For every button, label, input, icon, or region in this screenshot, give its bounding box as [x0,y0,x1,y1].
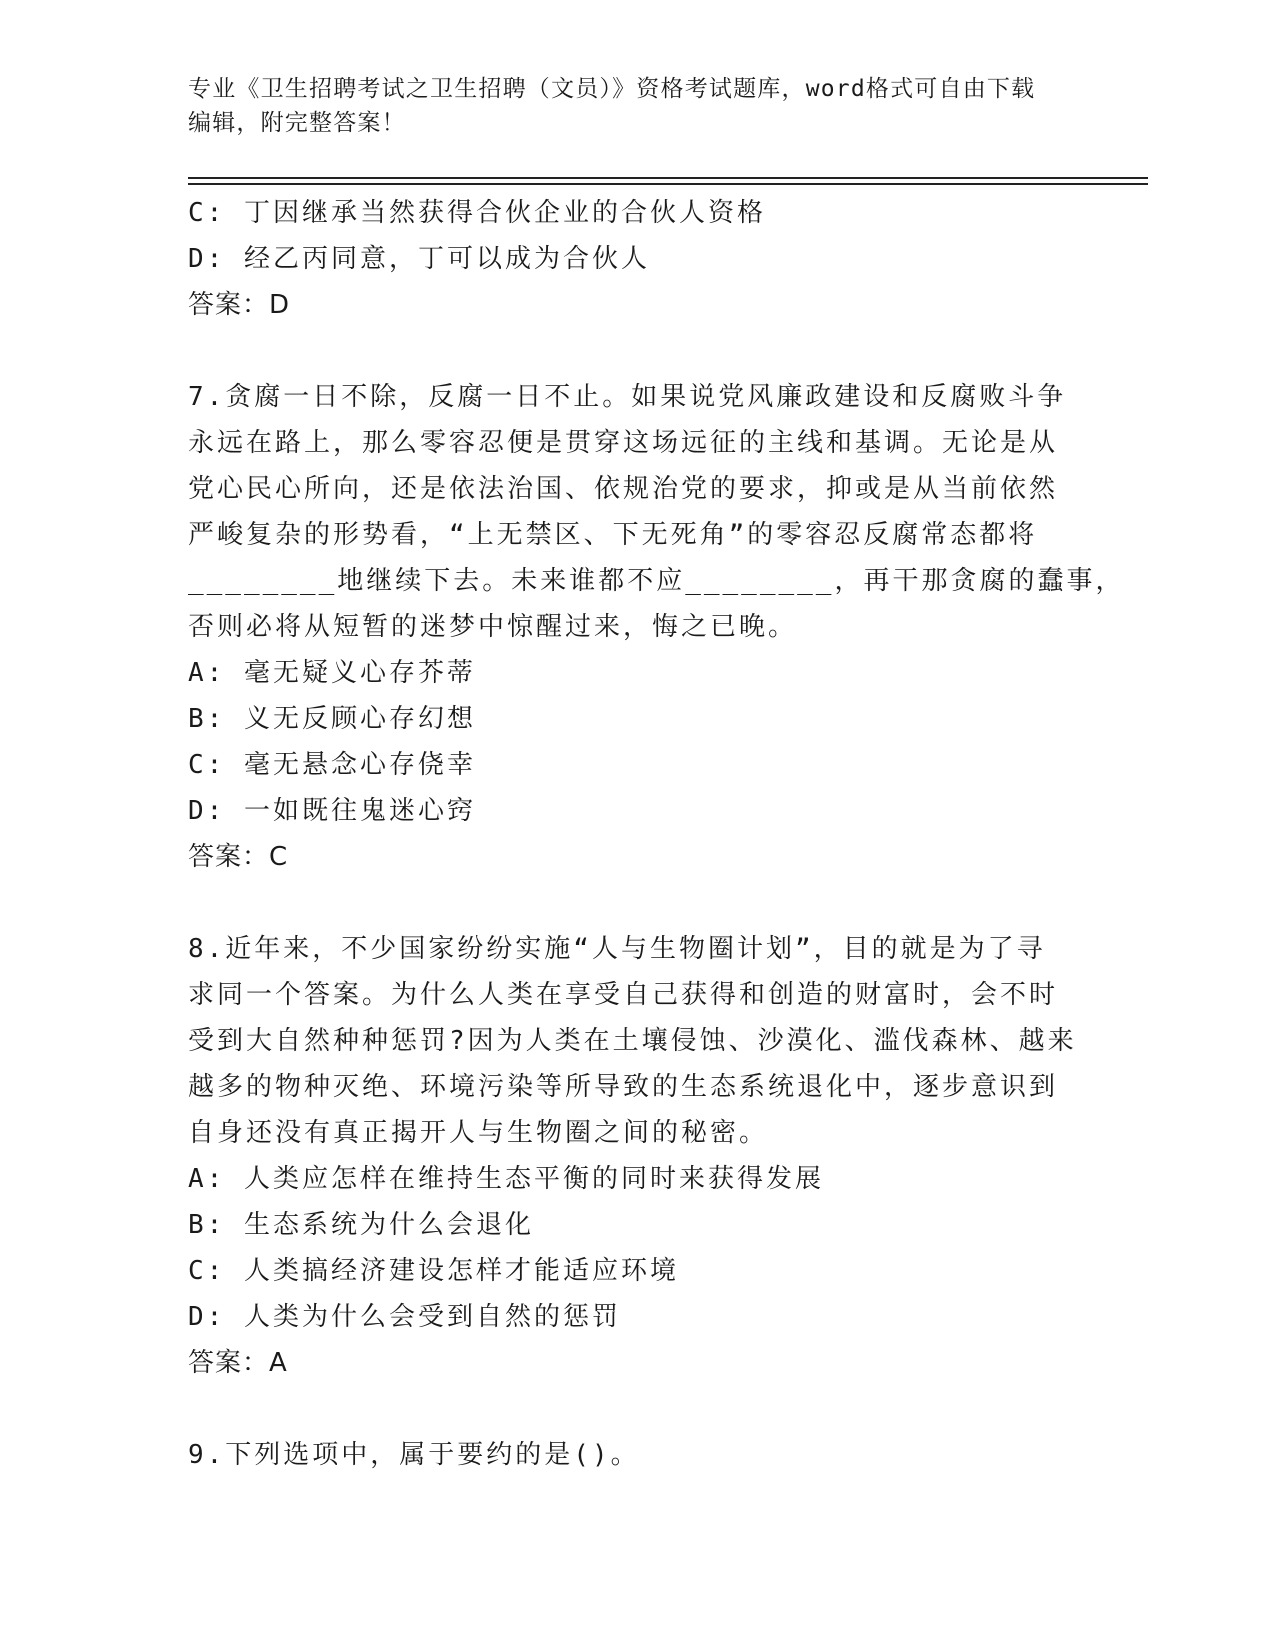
q7-option-a: A: 毫无疑义心存芥蒂 [188,658,476,688]
q8-stem-line: 受到大自然种种惩罚?因为人类在土壤侵蚀、沙漠化、滥伐森林、越来 [188,1026,1077,1056]
q6-option-d: D: 经乙丙同意，丁可以成为合伙人 [188,244,650,274]
q7-stem-line: 否则必将从短暂的迷梦中惊醒过来，悔之已晚。 [188,612,798,642]
header-divider-top [188,177,1148,179]
header-line-1: 专业《卫生招聘考试之卫生招聘（文员）》资格考试题库，word格式可自由下载 [188,76,1036,102]
header-line-2: 编辑，附完整答案！ [188,110,406,136]
question-6-tail [188,190,1088,328]
spacer [188,328,1088,374]
q8-stem-line: 8.近年来，不少国家纷纷实施“人与生物圈计划”，目的就是为了寻 [188,934,1046,964]
question-7 [188,374,1125,880]
q8-stem-line: 自身还没有真正揭开人与生物圈之间的秘密。 [188,1118,769,1148]
q6-option-c: C: 丁因继承当然获得合伙企业的合伙人资格 [188,198,766,228]
q7-answer: 答案：C [188,842,289,872]
q8-answer: 答案：A [188,1348,288,1378]
q7-stem-line: ________地继续下去。未来谁都不应________，再干那贪腐的蠢事， [188,566,1125,596]
question-8 [188,926,1088,1386]
q7-stem-line: 永远在路上，那么零容忍便是贯穿这场远征的主线和基调。无论是从 [188,428,1059,458]
q7-stem-line: 党心民心所向，还是依法治国、依规治党的要求，抑或是从当前依然 [188,474,1059,504]
q8-stem-line: 求同一个答案。为什么人类在享受自己获得和创造的财富时，会不时 [188,980,1059,1010]
question-9 [188,1432,1088,1478]
header-divider-bottom [188,183,1148,185]
q8-option-b: B: 生态系统为什么会退化 [188,1210,534,1240]
spacer [188,1386,1088,1432]
q6-answer: 答案：D [188,290,291,320]
q8-option-c: C: 人类搞经济建设怎样才能适应环境 [188,1256,679,1286]
q7-option-b: B: 义无反顾心存幻想 [188,704,476,734]
q8-option-d: D: 人类为什么会受到自然的惩罚 [188,1302,621,1332]
q7-option-c: C: 毫无悬念心存侥幸 [188,750,476,780]
q7-stem-line: 严峻复杂的形势看，“上无禁区、下无死角”的零容忍反腐常态都将 [188,520,1038,550]
spacer [188,880,1088,926]
q8-option-a: A: 人类应怎样在维持生态平衡的同时来获得发展 [188,1164,824,1194]
question-list [188,190,1125,1478]
q9-stem: 9.下列选项中，属于要约的是()。 [188,1440,640,1470]
q8-stem-line: 越多的物种灭绝、环境污染等所导致的生态系统退化中，逐步意识到 [188,1072,1059,1102]
q7-stem-line: 7.贪腐一日不除，反腐一日不止。如果说党风廉政建设和反腐败斗争 [188,382,1067,412]
document-header [188,72,1088,140]
q7-option-d: D: 一如既往鬼迷心窍 [188,796,476,826]
